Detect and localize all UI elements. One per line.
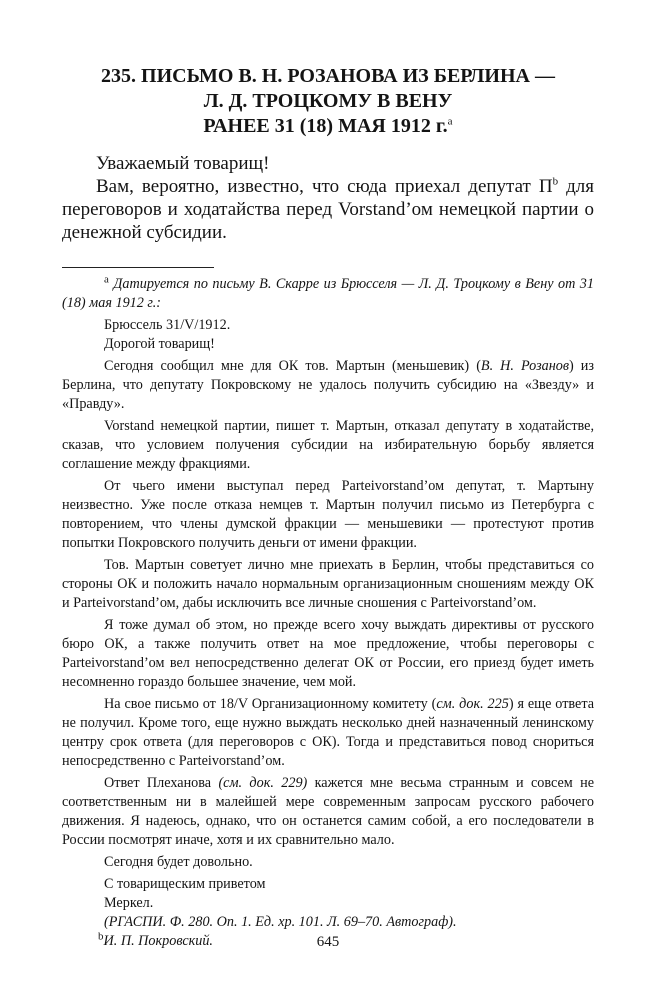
page-number: 645: [316, 934, 340, 950]
letter-greeting: Уважаемый товарищ!: [96, 153, 270, 174]
quoted-text: ) я еще ответа не получил. Кроме того, еще нужно выждать несколько дней назначенный ленинскому центру срок ответа (для переговоров с ОК). Тогда и представиться повод снориться непосредственно с Parteivorstand’ом.: [62, 696, 594, 769]
quoted-paragraph-6: [62, 695, 594, 771]
footnote-b-marker: b: [98, 930, 104, 943]
quoted-text: На свое письмо от 18/V Организационному комитету (: [104, 696, 437, 712]
footnotes: [62, 275, 594, 951]
archive-source-text: (РГАСПИ. Ф. 280. Оп. 1. Ед. хр. 101. Л. 69–70. Автограф).: [104, 914, 457, 930]
quoted-paragraph-7: [62, 774, 594, 850]
title-line-2: Л. Д. ТРОЦКОМУ В ВЕНУ: [203, 90, 453, 112]
quoted-text: кажется мне весьма странным и совсем не соответственным ни в малейшей мере современным запросам русского рабочего движения. Я надеюсь, однако, что он останется самим собой, а его последователи в России посмотрят иначе, хотя и их сравнительно мало.: [62, 775, 594, 848]
archive-source: [62, 913, 594, 932]
quoted-paragraph-8: Сегодня будет довольно.: [104, 854, 253, 870]
document-reference-link[interactable]: (см. док. 229): [218, 775, 308, 791]
quoted-paragraph-5: Я тоже думал об этом, но прежде всего хочу выждать директивы от русского бюро ОК, а также получить ответ на мое предложение, чтобы переговоры с Parteivorstand’ом вел непосредственно делегат ОК от России, его приезд будет иметь несомненно гораздо большее значение, чем мой.: [62, 617, 594, 690]
letter-text-end: для переговоров и ходатайства перед Vorstand’ом немецкой партии о денежной субсидии.: [62, 176, 594, 243]
footnote-a-marker: а: [104, 273, 109, 286]
quoted-paragraph-4: Тов. Мартын советует лично мне приехать в Берлин, чтобы представиться со стороны ОК и положить начало нормальным организационным сношениям между ОК и Parteivorstand’ом, дабы исключить все личные сношения с Parteivorstand’ом.: [62, 557, 594, 611]
letter-text-start: Вам, вероятно, известно, что сюда приехал депутат П: [96, 176, 553, 197]
footnote-a-text: Датируется по письму В. Скарре из Брюсселя — Л. Д. Троцкому в Вену от 31 (18) мая 1912 г.:: [62, 276, 594, 311]
quoted-paragraph-3: От чьего имени выступал перед Parteivorstand’ом депутат, т. Мартыну неизвестно. Уже после отказа немцев т. Мартын получил письмо из Петербурга с повторением, что члены думской фракции — меньшевики — протестуют против попытки Покровского получить деньги от имени фракции.: [62, 478, 594, 551]
document-reference-link[interactable]: см. док. 225: [436, 696, 509, 712]
quoted-text: Ответ Плеханова: [104, 775, 219, 791]
quoted-closing: С товарищеским приветом: [104, 876, 266, 892]
footnote-ref-b[interactable]: b: [552, 175, 559, 188]
title-date: РАНЕЕ 31 (18) МАЯ 1912 г.: [203, 115, 448, 137]
letter-paragraph: [62, 175, 594, 244]
footnote-a-intro: [62, 275, 594, 313]
footnote-separator: [62, 267, 214, 268]
quoted-place-date: Брюссель 31/V/1912.: [104, 317, 231, 333]
quoted-greeting: Дорогой товарищ!: [104, 336, 215, 352]
title-line-1: 235. ПИСЬМО В. Н. РОЗАНОВА ИЗ БЕРЛИНА —: [101, 65, 555, 87]
title-line-3: [0, 114, 656, 139]
document-title: [0, 64, 656, 139]
quoted-signature: Меркел.: [104, 895, 154, 911]
quoted-paragraph-2: Vorstand немецкой партии, пишет т. Мартын, отказал депутату в ходатайстве, сказав, что условием получения субсидии на избирательную борьбу является соглашение между фракциями.: [62, 418, 594, 472]
footnote-ref-a[interactable]: а: [447, 115, 453, 128]
footnote-b-text: И. П. Покровский.: [103, 933, 213, 949]
quoted-paragraph-1: [62, 357, 594, 414]
quoted-text: ) из Берлина, что депутату Покровскому не удалось получить субсидию на «Звезду» и «Правду».: [62, 358, 594, 412]
letter-body: [62, 152, 594, 244]
quoted-italic: В. Н. Розанов: [480, 358, 570, 374]
quoted-text: Сегодня сообщил мне для ОК тов. Мартын (меньшевик) (: [104, 358, 481, 374]
